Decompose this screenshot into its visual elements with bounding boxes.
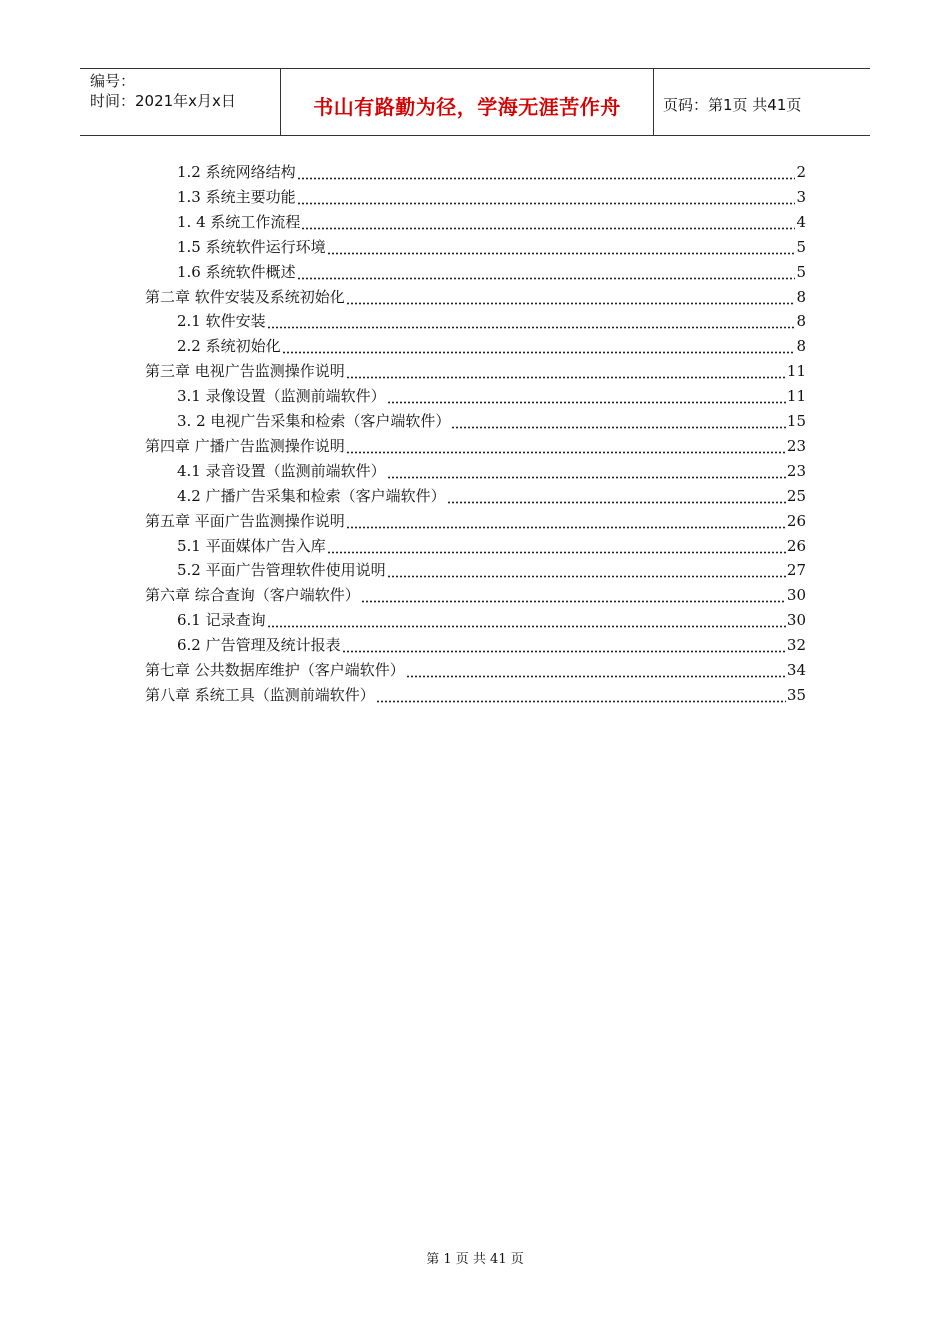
toc-dot-leader bbox=[447, 486, 786, 506]
page-header bbox=[80, 68, 870, 136]
toc-entry[interactable] bbox=[145, 509, 806, 531]
toc-entry[interactable] bbox=[177, 459, 806, 481]
toc-entry-page: 5 bbox=[796, 237, 806, 256]
toc-entry-title: 1.5 系统软件运行环境 bbox=[177, 237, 326, 256]
toc-entry-title: 第五章 平面广告监测操作说明 bbox=[145, 511, 345, 530]
toc-entry-title: 1.2 系统网络结构 bbox=[177, 163, 296, 181]
toc-entry-title: 5.2 平面广告管理软件使用说明 bbox=[177, 561, 386, 580]
toc-dot-leader bbox=[282, 336, 796, 356]
toc-entry-page: 26 bbox=[786, 536, 806, 555]
toc-entry-title: 1.6 系统软件概述 bbox=[177, 262, 296, 281]
toc-entry-title: 第四章 广播广告监测操作说明 bbox=[145, 436, 345, 455]
toc-entry-page: 32 bbox=[786, 636, 806, 655]
toc-dot-leader bbox=[297, 187, 796, 207]
toc-entry[interactable] bbox=[177, 608, 806, 630]
toc-dot-leader bbox=[376, 685, 786, 705]
toc-entry[interactable] bbox=[177, 334, 806, 356]
toc-entry[interactable] bbox=[177, 309, 806, 331]
toc-entry-title: 1. 4 系统工作流程 bbox=[177, 212, 301, 231]
toc-dot-leader bbox=[267, 311, 796, 331]
toc-entry[interactable] bbox=[177, 409, 806, 431]
toc-entry-page: 8 bbox=[796, 337, 806, 356]
toc-entry[interactable] bbox=[145, 683, 806, 705]
toc-entry-title: 3. 2 电视广告采集和检索（客户端软件） bbox=[177, 412, 451, 430]
toc-entry[interactable] bbox=[177, 185, 806, 207]
toc-entry[interactable] bbox=[177, 210, 806, 232]
header-motto: 书山有路勤为径，学海无涯苦作舟 bbox=[281, 69, 654, 135]
toc-entry-page: 35 bbox=[786, 685, 806, 704]
toc-dot-leader bbox=[406, 660, 786, 680]
toc-dot-leader bbox=[346, 436, 786, 456]
toc-entry-page: 26 bbox=[786, 511, 806, 530]
toc-entry[interactable] bbox=[177, 235, 806, 257]
toc-entry[interactable] bbox=[177, 633, 806, 655]
toc-entry-title: 2.1 软件安装 bbox=[177, 312, 266, 331]
toc-entry-page: 8 bbox=[796, 312, 806, 331]
toc-entry-title: 5.1 平面媒体广告入库 bbox=[177, 536, 326, 555]
toc-entry-title: 2.2 系统初始化 bbox=[177, 337, 281, 356]
toc-entry-title: 第七章 公共数据库维护（客户端软件） bbox=[145, 661, 405, 679]
toc-entry-page: 3 bbox=[796, 187, 806, 206]
toc-entry-title: 4.1 录音设置（监测前端软件） bbox=[177, 461, 386, 480]
page-footer: 第 1 页 共 41 页 bbox=[426, 1252, 524, 1267]
toc-entry-page: 23 bbox=[786, 461, 806, 480]
toc-entry-page: 8 bbox=[796, 287, 806, 306]
toc-entry-page: 23 bbox=[786, 436, 806, 455]
number-label: 编号： bbox=[90, 72, 136, 90]
toc-entry[interactable] bbox=[145, 434, 806, 456]
toc-entry[interactable] bbox=[177, 558, 806, 580]
toc-entry-title: 第二章 软件安装及系统初始化 bbox=[145, 287, 345, 306]
toc-entry-page: 11 bbox=[786, 362, 806, 381]
toc-entry-title: 6.2 广告管理及统计报表 bbox=[177, 636, 341, 655]
toc-entry-page: 25 bbox=[786, 486, 806, 505]
toc-dot-leader bbox=[346, 287, 796, 307]
toc-dot-leader bbox=[327, 536, 786, 556]
toc-entry-title: 1.3 系统主要功能 bbox=[177, 187, 296, 206]
toc-dot-leader bbox=[346, 361, 786, 381]
toc-entry-page: 30 bbox=[786, 611, 806, 630]
toc-entry[interactable] bbox=[145, 583, 806, 605]
toc-dot-leader bbox=[387, 461, 786, 481]
toc-entry[interactable] bbox=[145, 359, 806, 381]
toc-entry-title: 第八章 系统工具（监测前端软件） bbox=[145, 685, 375, 704]
toc-dot-leader bbox=[301, 212, 795, 232]
toc-entry-page: 4 bbox=[796, 212, 806, 231]
toc-dot-leader bbox=[346, 511, 786, 531]
toc-entry-title: 第三章 电视广告监测操作说明 bbox=[145, 362, 345, 381]
header-meta bbox=[80, 69, 281, 135]
toc-dot-leader bbox=[297, 162, 796, 182]
toc-dot-leader bbox=[387, 386, 786, 406]
time-label: 时间：2021年x月x日 bbox=[90, 92, 236, 110]
toc-entry-page: 34 bbox=[786, 661, 806, 679]
toc-entry-title: 4.2 广播广告采集和检索（客户端软件） bbox=[177, 486, 446, 505]
toc-entry[interactable] bbox=[145, 285, 806, 307]
toc-entry-page: 15 bbox=[786, 412, 806, 430]
toc-entry[interactable] bbox=[177, 384, 806, 406]
toc-entry-title: 6.1 记录查询 bbox=[177, 611, 266, 630]
toc-dot-leader bbox=[342, 635, 786, 655]
toc-dot-leader bbox=[387, 560, 786, 580]
toc-entry-page: 30 bbox=[786, 586, 806, 605]
toc-dot-leader bbox=[327, 237, 796, 257]
toc-dot-leader bbox=[267, 610, 786, 630]
toc-dot-leader bbox=[297, 262, 796, 282]
toc-entry[interactable] bbox=[145, 658, 806, 680]
toc-dot-leader bbox=[451, 411, 786, 431]
toc-entry-title: 第六章 综合查询（客户端软件） bbox=[145, 586, 360, 605]
toc-entry-page: 5 bbox=[796, 262, 806, 281]
toc-entry[interactable] bbox=[177, 160, 806, 182]
toc-entry[interactable] bbox=[177, 534, 806, 556]
toc-dot-leader bbox=[361, 585, 786, 605]
header-page-info: 页码：第1页 共41页 bbox=[663, 95, 802, 114]
toc-entry[interactable] bbox=[177, 484, 806, 506]
toc-entry-title: 3.1 录像设置（监测前端软件） bbox=[177, 387, 386, 406]
toc-entry-page: 2 bbox=[796, 163, 806, 181]
toc-entry-page: 27 bbox=[786, 561, 806, 580]
toc-entry-page: 11 bbox=[786, 387, 806, 406]
toc-entry[interactable] bbox=[177, 260, 806, 282]
